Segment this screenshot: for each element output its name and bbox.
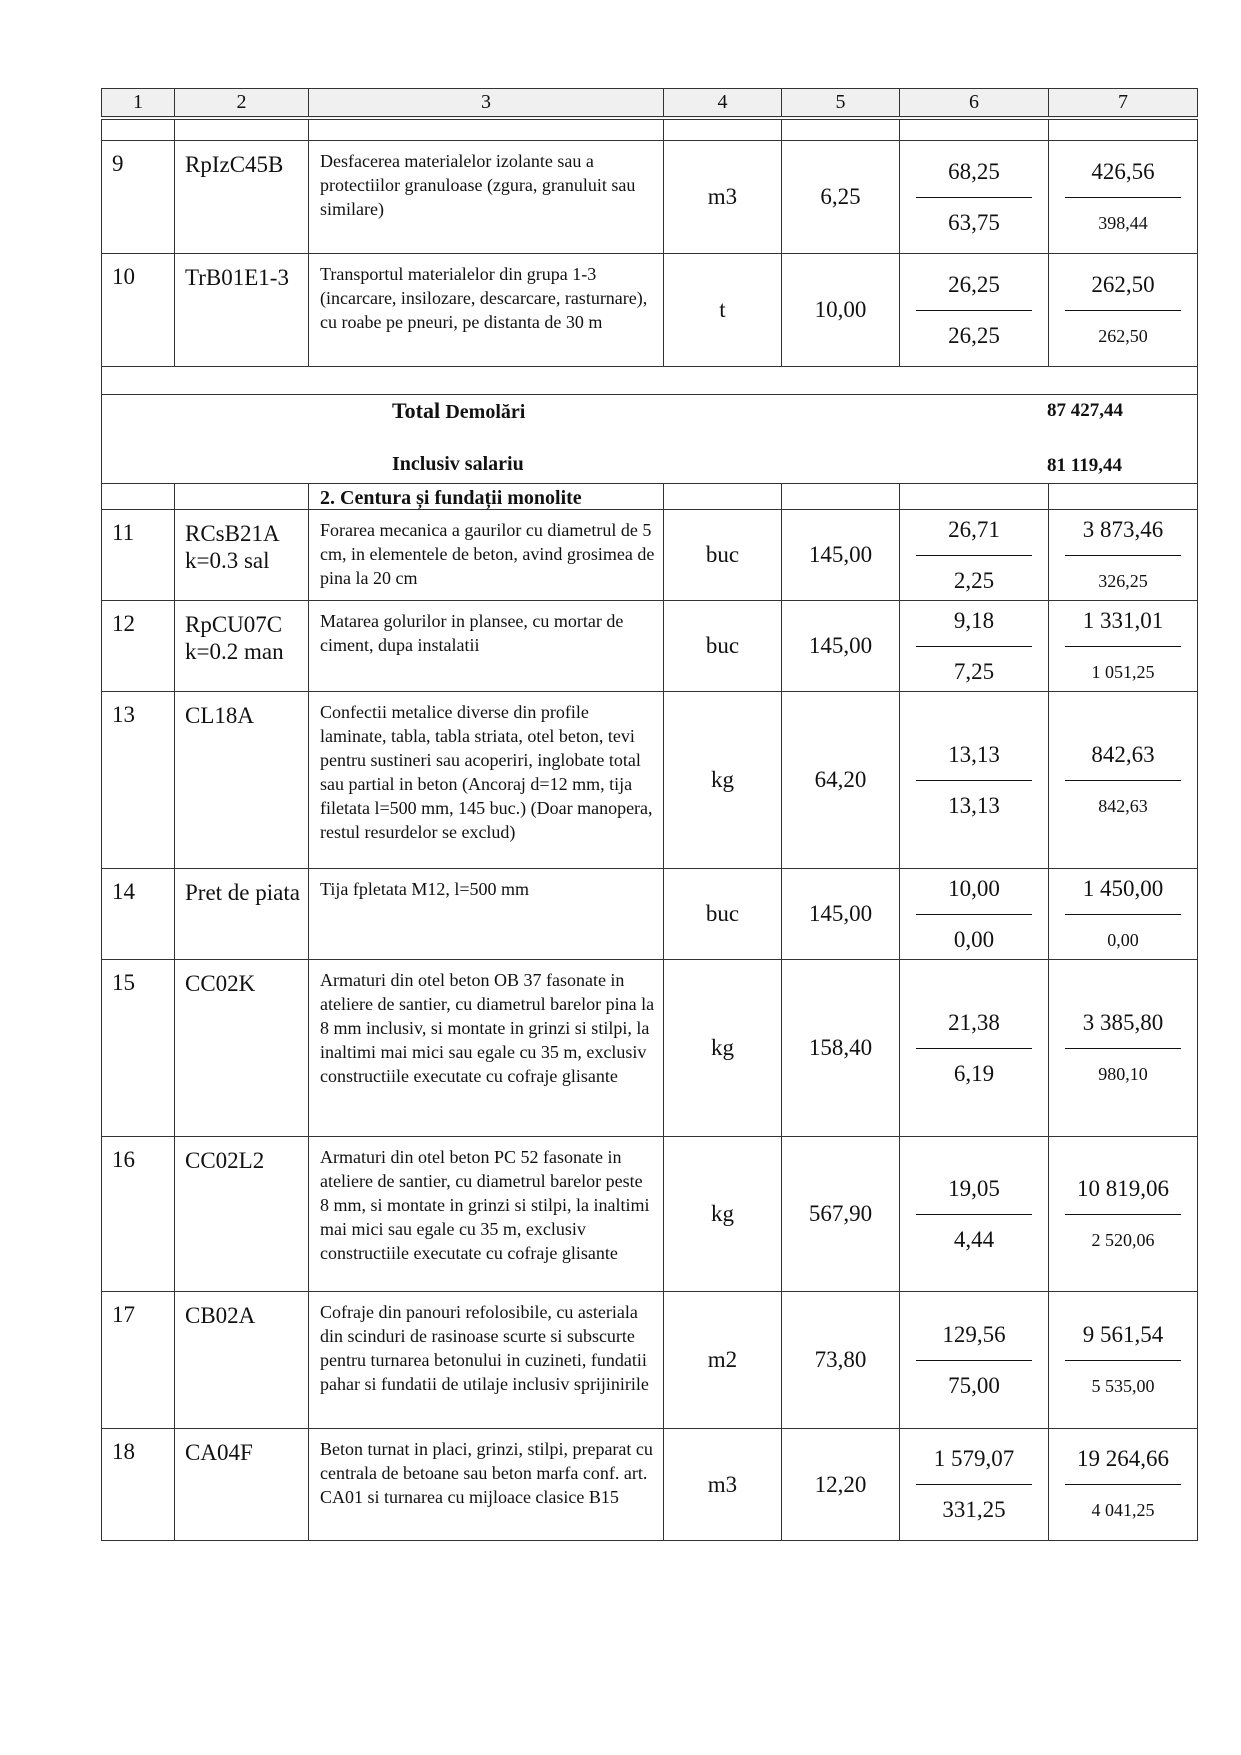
total-labor-price: 2 520,06 xyxy=(1091,1229,1155,1250)
item-description: Confectii metalice diverse din profile laminate, tabla, tabla striata, otel beton, tevi pentru sustineri sau acoperiri, inglobate total sau partial in beton (Ancoraj d=12 mm, tija filetata l=500 mm, 145 buc.) (Doar manopera, restul resurdelor se exclud) xyxy=(309,692,664,869)
fraction-divider xyxy=(1065,780,1180,781)
norm-code: Pret de piata xyxy=(175,869,309,960)
item-description: Armaturi din otel beton PC 52 fasonate in ateliere de santier, cu diametrul barelor peste 8 mm, si montate in grinzi si stilpi, la inaltimi mai mici sau egale cu 35 m, exclusiv constructiile executate cu cofraje glisante xyxy=(309,1137,664,1292)
unit-labor-price: 63,75 xyxy=(948,209,1000,235)
column-header: 3 xyxy=(309,89,664,119)
column-header: 2 xyxy=(175,89,309,119)
total-labor-price: 980,10 xyxy=(1098,1063,1148,1084)
total-price: 842,63 xyxy=(1091,741,1155,767)
unit-labor-price: 331,25 xyxy=(942,1497,1006,1522)
quantity: 73,80 xyxy=(782,1292,900,1429)
unit-labor-price: 2,25 xyxy=(953,567,995,593)
total-price-cell xyxy=(1049,601,1198,692)
inclusiv-salariu-label: Inclusiv salariu xyxy=(392,453,524,475)
unit-of-measure: buc xyxy=(664,601,782,692)
total-price: 9 561,54 xyxy=(1082,1321,1164,1347)
unit-price-cell xyxy=(900,601,1049,692)
fraction-divider xyxy=(916,197,1031,198)
norm-code: CB02A xyxy=(175,1292,309,1429)
unit-of-measure: buc xyxy=(664,869,782,960)
unit-price: 26,25 xyxy=(948,271,1000,297)
norm-code: RpIzC45B xyxy=(175,141,309,254)
total-price: 19 264,66 xyxy=(1077,1446,1169,1471)
quantity: 64,20 xyxy=(782,692,900,869)
fraction-divider xyxy=(916,914,1031,915)
column-number-header xyxy=(102,89,1198,119)
table-row xyxy=(102,692,1198,869)
quantity: 567,90 xyxy=(782,1137,900,1292)
total-price: 3 385,80 xyxy=(1082,1009,1164,1035)
total-price-cell xyxy=(1049,510,1198,601)
unit-price: 21,38 xyxy=(948,1009,1000,1035)
item-number: 18 xyxy=(102,1429,175,1541)
unit-price-cell xyxy=(900,960,1049,1137)
unit-labor-price: 26,25 xyxy=(948,322,1000,348)
column-header: 1 xyxy=(102,89,175,119)
unit-of-measure: t xyxy=(664,254,782,367)
fraction-divider xyxy=(1065,1484,1180,1485)
column-header: 7 xyxy=(1049,89,1198,119)
spacer-row xyxy=(102,118,1198,141)
total-demolari-label: Total Demolări xyxy=(392,398,526,423)
unit-price-cell xyxy=(900,869,1049,960)
unit-price: 26,71 xyxy=(948,516,1000,542)
table-row xyxy=(102,1429,1198,1541)
item-number: 17 xyxy=(102,1292,175,1429)
fraction-divider xyxy=(1065,197,1180,198)
section-title: 2. Centura și fundații monolite xyxy=(309,484,664,510)
unit-price-cell xyxy=(900,692,1049,869)
unit-price: 13,13 xyxy=(948,741,1000,767)
column-header: 5 xyxy=(782,89,900,119)
quantity: 145,00 xyxy=(782,601,900,692)
norm-code: RpCU07C k=0.2 man xyxy=(175,601,309,692)
item-number: 16 xyxy=(102,1137,175,1292)
inclusiv-salariu-value: 81 119,44 xyxy=(1047,455,1122,476)
unit-price-cell xyxy=(900,1292,1049,1429)
item-number: 13 xyxy=(102,692,175,869)
unit-price-cell xyxy=(900,141,1049,254)
fraction-divider xyxy=(916,1484,1031,1485)
item-description: Desfacerea materialelor izolante sau a protectiilor granuloase (zgura, granuluit sau similare) xyxy=(309,141,664,254)
unit-labor-price: 75,00 xyxy=(948,1372,1000,1398)
total-labor-price: 1 051,25 xyxy=(1091,661,1155,682)
table-row xyxy=(102,141,1198,254)
total-labor-price: 5 535,00 xyxy=(1091,1375,1155,1396)
total-demolari-value: 87 427,44 xyxy=(1047,400,1123,421)
quantity: 158,40 xyxy=(782,960,900,1137)
item-number: 10 xyxy=(102,254,175,367)
item-number: 12 xyxy=(102,601,175,692)
unit-of-measure: buc xyxy=(664,510,782,601)
fraction-divider xyxy=(916,780,1031,781)
total-price: 262,50 xyxy=(1091,271,1155,297)
unit-price-cell xyxy=(900,254,1049,367)
unit-of-measure: kg xyxy=(664,1137,782,1292)
norm-code: CC02K xyxy=(175,960,309,1137)
fraction-divider xyxy=(916,1048,1031,1049)
table-row xyxy=(102,510,1198,601)
fraction-divider xyxy=(916,310,1031,311)
unit-labor-price: 4,44 xyxy=(953,1226,995,1252)
fraction-divider xyxy=(1065,1048,1180,1049)
table-row xyxy=(102,960,1198,1137)
norm-code: CA04F xyxy=(175,1429,309,1541)
total-price-cell xyxy=(1049,1429,1198,1541)
fraction-divider xyxy=(1065,646,1180,647)
unit-price-cell xyxy=(900,1137,1049,1292)
quantity: 145,00 xyxy=(782,869,900,960)
fraction-divider xyxy=(1065,1214,1180,1215)
total-price: 1 331,01 xyxy=(1082,607,1164,633)
item-number: 15 xyxy=(102,960,175,1137)
norm-code: TrB01E1-3 xyxy=(175,254,309,367)
unit-price: 9,18 xyxy=(953,607,995,633)
item-number: 9 xyxy=(102,141,175,254)
norm-code: CC02L2 xyxy=(175,1137,309,1292)
total-labor-price: 262,50 xyxy=(1098,325,1148,346)
item-description: Beton turnat in placi, grinzi, stilpi, preparat cu centrala de betoane sau beton marfa conf. art. CA01 si turnarea cu mijloace clasice B15 xyxy=(309,1429,664,1541)
total-price-cell xyxy=(1049,254,1198,367)
fraction-divider xyxy=(916,646,1031,647)
item-description: Armaturi din otel beton OB 37 fasonate in ateliere de santier, cu diametrul barelor pina la 8 mm inclusiv, si montate in grinzi si stilpi, la inaltimi mai mici sau egale cu 35 m, exclusiv constructiile executate cu cofraje glisante xyxy=(309,960,664,1137)
item-description: Cofraje din panouri refolosibile, cu asteriala din scinduri de rasinoase scurte si subscurte pentru turnarea betonului in cuzineti, fundatii pahar si fundatii de utilaje inclusiv sprijinirile xyxy=(309,1292,664,1429)
table-row xyxy=(102,254,1198,367)
item-description: Matarea golurilor in plansee, cu mortar de ciment, dupa instalatii xyxy=(309,601,664,692)
unit-labor-price: 0,00 xyxy=(953,926,995,952)
item-description: Transportul materialelor din grupa 1-3 (incarcare, insilozare, descarcare, rasturnare), cu roabe pe pneuri, pe distanta de 30 m xyxy=(309,254,664,367)
total-price: 10 819,06 xyxy=(1077,1175,1169,1201)
unit-labor-price: 6,19 xyxy=(953,1060,995,1086)
item-description: Tija fpletata M12, l=500 mm xyxy=(309,869,664,960)
unit-labor-price: 13,13 xyxy=(948,792,1000,818)
total-labor-price: 398,44 xyxy=(1098,212,1148,233)
total-price: 3 873,46 xyxy=(1082,516,1164,542)
unit-of-measure: m3 xyxy=(664,141,782,254)
estimate-page xyxy=(101,88,1197,1541)
totals-row xyxy=(102,395,1198,484)
unit-price: 1 579,07 xyxy=(933,1446,1015,1471)
unit-price: 68,25 xyxy=(948,158,1000,184)
total-price-cell xyxy=(1049,960,1198,1137)
gap-row xyxy=(102,367,1198,395)
total-labor-price: 4 041,25 xyxy=(1091,1500,1155,1520)
fraction-divider xyxy=(1065,914,1180,915)
column-header: 6 xyxy=(900,89,1049,119)
fraction-divider xyxy=(916,555,1031,556)
fraction-divider xyxy=(1065,310,1180,311)
total-labor-price: 326,25 xyxy=(1098,570,1148,591)
norm-code: RCsB21A k=0.3 sal xyxy=(175,510,309,601)
item-number: 14 xyxy=(102,869,175,960)
total-price: 1 450,00 xyxy=(1082,875,1164,901)
unit-of-measure: kg xyxy=(664,960,782,1137)
unit-of-measure: kg xyxy=(664,692,782,869)
unit-price-cell xyxy=(900,1429,1049,1541)
fraction-divider xyxy=(1065,1360,1180,1361)
table-row xyxy=(102,601,1198,692)
totals-block xyxy=(102,395,1197,483)
column-header: 4 xyxy=(664,89,782,119)
total-price: 426,56 xyxy=(1091,158,1155,184)
fraction-divider xyxy=(916,1214,1031,1215)
unit-price: 19,05 xyxy=(948,1175,1000,1201)
unit-of-measure: m2 xyxy=(664,1292,782,1429)
item-description: Forarea mecanica a gaurilor cu diametrul de 5 cm, in elementele de beton, avind grosimea de pina la 20 cm xyxy=(309,510,664,601)
total-price-cell xyxy=(1049,141,1198,254)
quantity: 10,00 xyxy=(782,254,900,367)
unit-labor-price: 7,25 xyxy=(953,658,995,684)
table-row xyxy=(102,1137,1198,1292)
unit-price: 10,00 xyxy=(948,875,1000,901)
total-labor-price: 842,63 xyxy=(1098,795,1148,816)
total-price-cell xyxy=(1049,1137,1198,1292)
item-number: 11 xyxy=(102,510,175,601)
estimate-table xyxy=(101,88,1198,1541)
quantity: 145,00 xyxy=(782,510,900,601)
total-price-cell xyxy=(1049,869,1198,960)
table-row xyxy=(102,869,1198,960)
section-header-row xyxy=(102,484,1198,510)
unit-price: 129,56 xyxy=(942,1321,1006,1347)
quantity: 6,25 xyxy=(782,141,900,254)
total-labor-price: 0,00 xyxy=(1107,929,1139,950)
fraction-divider xyxy=(916,1360,1031,1361)
fraction-divider xyxy=(1065,555,1180,556)
unit-of-measure: m3 xyxy=(664,1429,782,1541)
total-price-cell xyxy=(1049,692,1198,869)
table-row xyxy=(102,1292,1198,1429)
norm-code: CL18A xyxy=(175,692,309,869)
total-price-cell xyxy=(1049,1292,1198,1429)
quantity: 12,20 xyxy=(782,1429,900,1541)
unit-price-cell xyxy=(900,510,1049,601)
